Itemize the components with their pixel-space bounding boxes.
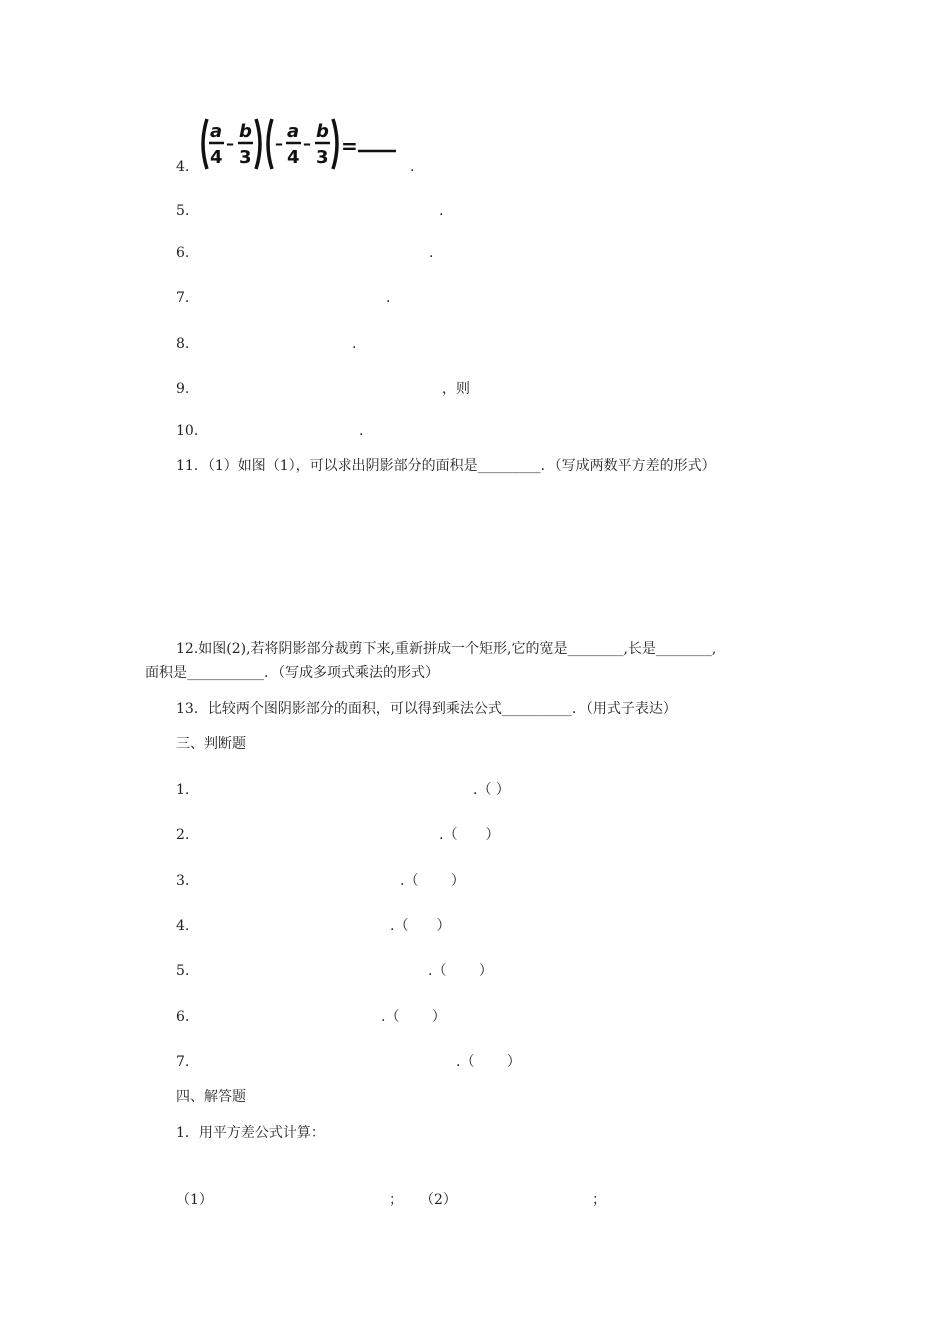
question-number: 4. (176, 159, 190, 175)
period: . (410, 159, 415, 175)
question-11: 11．（1）如图（1），可以求出阴影部分的面积是_________．（写成两数平方差的形式） (176, 458, 716, 474)
judge-item-paren: .（ ） (381, 1009, 446, 1025)
question-number: 10. (176, 423, 199, 439)
sub-question-2-label: （2） (420, 1192, 457, 1208)
frac1-operator: – (226, 134, 234, 153)
sub-question-2-end: ； (592, 1192, 606, 1208)
question-number: 8. (176, 336, 190, 352)
judge-item-paren: .（ ） (428, 963, 493, 979)
frac4-den: 3 (316, 147, 329, 168)
frac2-num: b (239, 121, 252, 142)
question-number: 7. (176, 290, 190, 306)
frac3-num: a (287, 121, 300, 142)
judge-item-number: 5. (176, 963, 190, 979)
answer-question-1: 1．用平方差公式计算： (176, 1125, 325, 1141)
judge-item-number: 2. (176, 827, 190, 843)
lead-sign: – (275, 134, 283, 153)
judge-item-paren: .（ ） (439, 827, 500, 843)
question-12-line2: 面积是___________．（写成多项式乘法的形式） (145, 665, 439, 681)
judge-item-paren: .（ ） (400, 873, 465, 889)
period: . (439, 203, 444, 219)
question-number: 5. (176, 203, 190, 219)
period: . (352, 336, 357, 352)
question-12-line1: 12.如图(2),若将阴影部分裁剪下来,重新拼成一个矩形,它的宽是________,长是________, (176, 641, 717, 657)
judge-item-paren: .（ ） (390, 918, 451, 934)
sub-question-1-end: ； (389, 1192, 403, 1208)
period: . (386, 290, 391, 306)
frac3-den: 4 (287, 147, 300, 168)
judge-item-paren: .（ ） (456, 1054, 521, 1070)
judge-item-number: 7. (176, 1054, 190, 1070)
frac3-operator: – (303, 134, 311, 153)
question-13: 13．比较两个图阴影部分的面积，可以得到乘法公式__________．（用式子表达） (176, 701, 677, 717)
frac1-num: a (210, 121, 223, 142)
question-tail: ，则 (442, 381, 470, 397)
judge-item-number: 6. (176, 1009, 190, 1025)
frac2-den: 3 (239, 147, 252, 168)
section-heading-judgement: 三、判断题 (176, 736, 246, 752)
judge-item-paren: .（ ） (473, 782, 510, 798)
frac1-den: 4 (210, 147, 223, 168)
period: . (429, 245, 434, 261)
question-number: 6. (176, 245, 190, 261)
frac4-num: b (316, 121, 329, 142)
judge-item-number: 4. (176, 918, 190, 934)
period: . (359, 423, 364, 439)
judge-item-number: 3. (176, 873, 190, 889)
judge-item-number: 1. (176, 782, 190, 798)
question-number: 9. (176, 381, 190, 397)
sub-question-1-label: （1） (176, 1192, 213, 1208)
section-heading-answers: 四、解答题 (176, 1089, 246, 1105)
formula-q4 (197, 115, 402, 173)
equals-sign: = (341, 134, 358, 158)
